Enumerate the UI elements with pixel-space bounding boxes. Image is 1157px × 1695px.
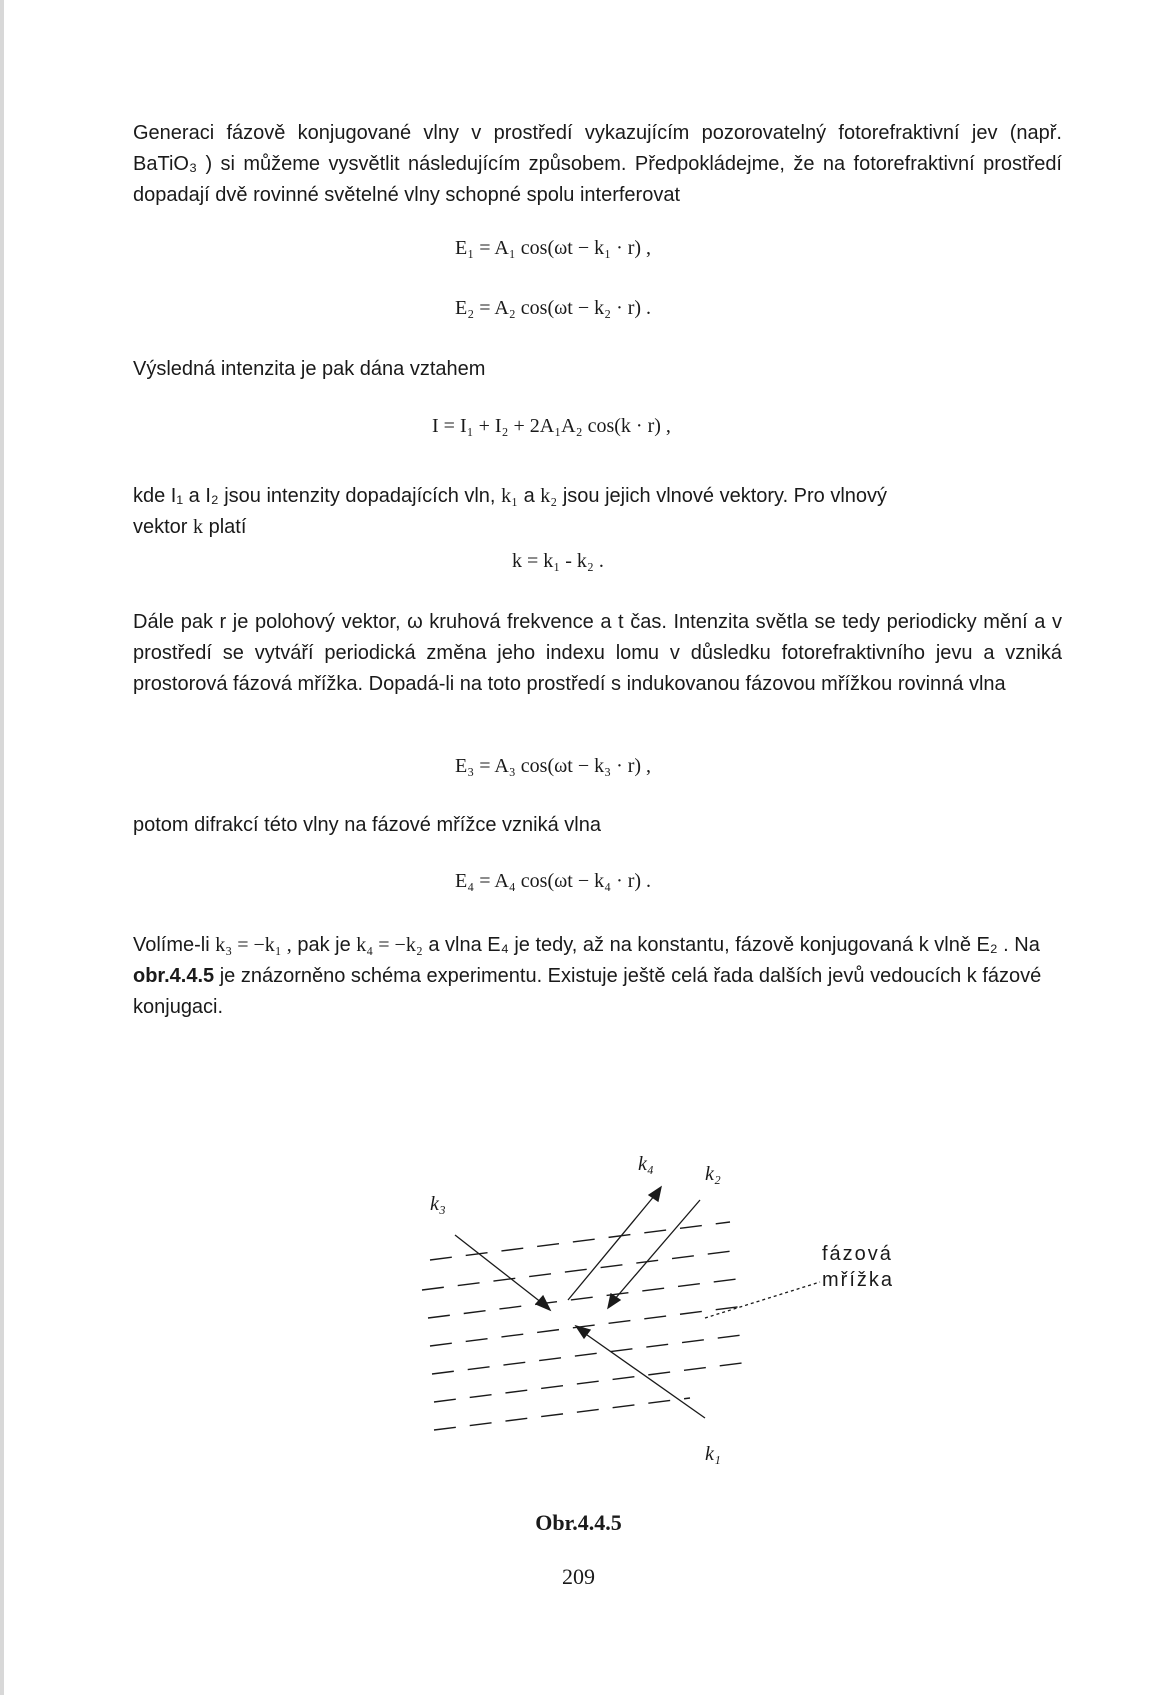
grating-line — [434, 1398, 690, 1430]
grating-label-line2: mřížka — [822, 1269, 894, 1291]
label-k1: k₁ — [705, 1443, 721, 1465]
text-then: pak je — [297, 934, 351, 956]
paragraph-intensity: Výsledná intenzita je pak dána vztahem — [133, 358, 486, 380]
k4-arrowhead — [649, 1187, 661, 1201]
equation-e1: E₁ = A₁ cos(ωt − k₁ · r) , — [455, 237, 652, 259]
text-choose: Volíme-li — [133, 934, 210, 956]
equation-e4: E₄ = A₄ cos(ωt − k₄ · r) . — [455, 870, 652, 892]
grating-label-line1: fázová — [822, 1243, 893, 1265]
k4-arrow-line — [568, 1195, 655, 1300]
page-number: 209 — [562, 1564, 595, 1589]
text-intensities: kde I₁ a I₂ jsou intenzity dopadajících vln, — [133, 485, 496, 507]
grating-lines — [422, 1222, 750, 1430]
figure-reference: obr.4.4.5 — [133, 965, 215, 987]
inline-k2: k₂ — [540, 485, 558, 507]
paragraph-grating: Dále pak r je polohový vektor, ω kruhová frekvence a t čas. Intenzita světla se tedy periodicky mění a v prostředí se vytváří periodická změna jeho indexu lomu v důsledku fotorefraktivního jevu a vzniká prostorová fázová mřížka. Dopadá-li na toto prostředí s indukovanou fázovou mřížkou rovinná vlna — [133, 611, 1062, 695]
paragraph-wave-vectors — [133, 481, 1062, 543]
text-vector: vektor — [133, 516, 188, 538]
grating-line — [430, 1222, 730, 1260]
equation-e3: E₃ = A₃ cos(ωt − k₃ · r) , — [455, 755, 652, 777]
paragraph-conclusion — [133, 930, 1062, 1023]
label-k3: k₃ — [430, 1193, 446, 1215]
equation-intensity: I = I₁ + I₂ + 2A₁A₂ cos(k · r) , — [432, 415, 671, 437]
paragraph-diffraction: potom difrakcí této vlny na fázové mřížce vzniká vlna — [133, 814, 601, 836]
figure-caption: Obr.4.4.5 — [535, 1510, 622, 1535]
inline-k: k — [193, 516, 204, 538]
scan-edge — [0, 0, 4, 1695]
paragraph-intro: Generaci fázově konjugované vlny v prostředí vykazujícím pozorovatelný fotorefraktivní jev (např. BaTiO₃ ) si můžeme vysvětlit následujícím způsobem. Předpokládejme, že na fotorefraktivní prostředí dopadají dvě rovinné světelné vlny schopné spolu interferovat — [133, 122, 1062, 206]
inline-k1: k₁ — [501, 485, 519, 507]
equation-k: k = k₁ - k₂ . — [512, 550, 604, 572]
label-pointer — [705, 1282, 820, 1318]
text-scheme: je znázorněno schéma experimentu. Existuje ještě celá řada dalších jevů vedoucích k fázové konjugaci. — [133, 965, 1042, 1018]
inline-k4-eq: k₄ = −k₂ — [356, 934, 423, 956]
label-k4: k₄ — [638, 1153, 654, 1175]
text-and: a — [523, 485, 535, 507]
k1-arrow-line — [580, 1330, 705, 1418]
text-to-wave: k vlně E₂ . Na — [918, 934, 1040, 956]
equation-e2: E₂ = A₂ cos(ωt − k₂ · r) . — [455, 297, 652, 319]
text-holds: platí — [208, 516, 247, 538]
text-conjugate: a vlna E₄ je tedy, až na konstantu, fázově konjugovaná — [428, 934, 914, 956]
inline-k3-eq: k₃ = −k₁ , — [215, 934, 292, 956]
label-k2: k₂ — [705, 1163, 721, 1185]
text-wave-vectors: jsou jejich vlnové vektory. Pro vlnový — [562, 485, 888, 507]
phase-grating-figure — [400, 1140, 1020, 1500]
k3-arrow-line — [455, 1235, 542, 1303]
wave-arrows — [455, 1187, 820, 1418]
